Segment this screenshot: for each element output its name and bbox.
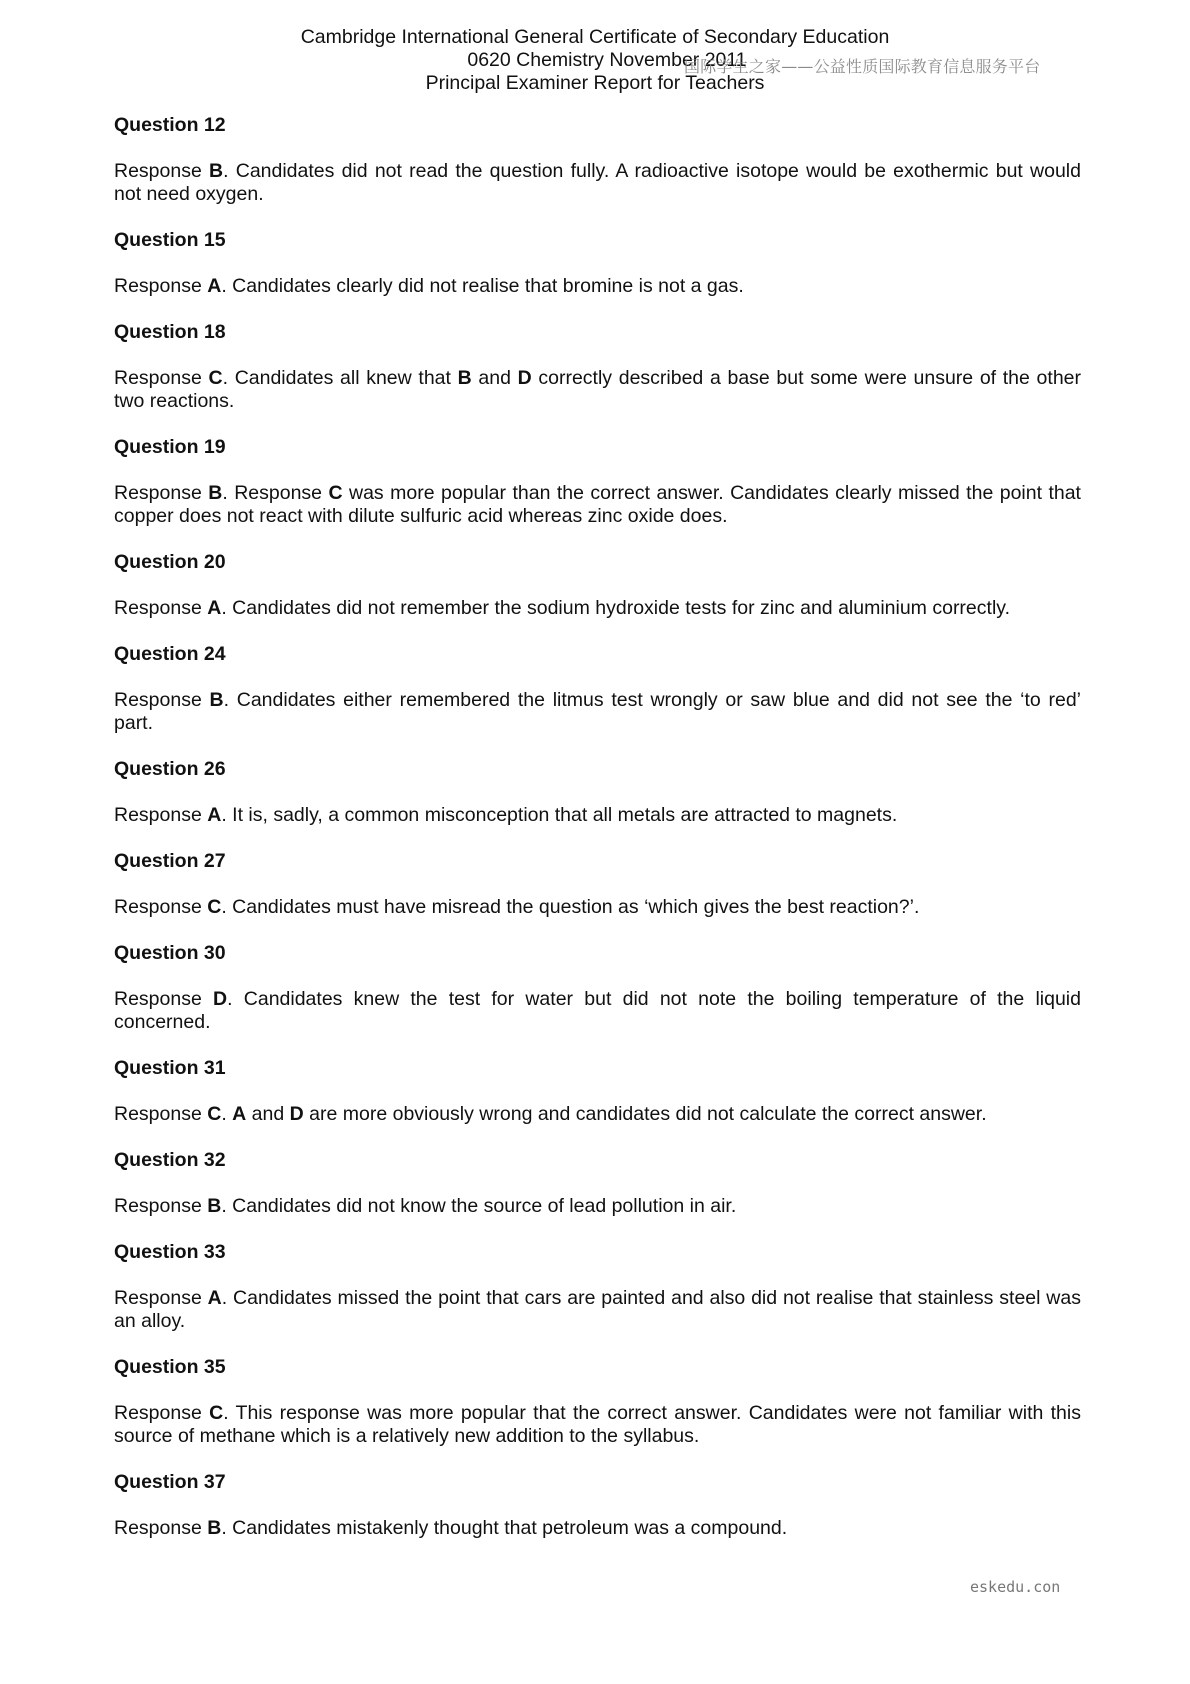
response-letter: C <box>209 1402 224 1424</box>
response-text-segment: and <box>471 367 518 389</box>
response-text-segment: . This response was more popular that the correct answer. Candidates were not familiar with this source of methane which is a relatively new addition to the syllabus. <box>114 1402 1081 1447</box>
response-text-segment: . Candidates either remembered the litmus test wrongly or saw blue and did not see the ‘to red’ part. <box>114 689 1081 734</box>
question-response-text <box>114 275 1081 298</box>
header-exam-title: Cambridge International General Certificate of Secondary Education <box>300 26 890 48</box>
question-heading: Question 18 <box>114 321 226 343</box>
response-letter: D <box>517 367 532 389</box>
response-text-segment: . <box>221 1103 233 1125</box>
response-letter: A <box>207 1287 222 1309</box>
question-response-text <box>114 896 1081 919</box>
response-letter: B <box>209 689 224 711</box>
question-item <box>114 850 1081 919</box>
question-heading: Question 15 <box>114 229 226 251</box>
question-heading: Question 19 <box>114 436 226 458</box>
response-text-segment: . Candidates clearly did not realise that bromine is not a gas. <box>221 275 744 297</box>
question-heading: Question 31 <box>114 1057 226 1079</box>
response-text-segment: Response <box>114 1195 208 1217</box>
question-heading: Question 30 <box>114 942 226 964</box>
question-heading: Question 37 <box>114 1471 226 1493</box>
response-letter: B <box>208 482 223 504</box>
question-response-text <box>114 482 1081 528</box>
question-item <box>114 1356 1081 1448</box>
response-text-segment: Response <box>114 1103 208 1125</box>
response-text-segment: Response <box>114 367 209 389</box>
question-response-text <box>114 160 1081 206</box>
response-text-segment: . Candidates missed the point that cars are painted and also did not realise that stainless steel was an alloy. <box>114 1287 1081 1332</box>
question-response-text <box>114 689 1081 735</box>
response-letter: B <box>207 1517 222 1539</box>
question-item <box>114 551 1081 620</box>
question-item <box>114 436 1081 528</box>
question-response-text <box>114 988 1081 1034</box>
response-text-segment: . Candidates must have misread the question as ‘which gives the best reaction?’. <box>221 896 920 918</box>
watermark-text: 国际学生之家——公益性质国际教育信息服务平台 <box>684 57 1041 76</box>
response-text-segment: . Response <box>222 482 329 504</box>
question-heading: Question 26 <box>114 758 226 780</box>
response-text-segment: . Candidates did not remember the sodium hydroxide tests for zinc and aluminium correctly. <box>221 597 1010 619</box>
response-text-segment: . Candidates mistakenly thought that petroleum was a compound. <box>221 1517 788 1539</box>
response-text-segment: Response <box>114 1517 208 1539</box>
response-letter: A <box>207 597 222 619</box>
response-text-segment: Response <box>114 896 208 918</box>
response-text-segment: Response <box>114 689 210 711</box>
question-item <box>114 643 1081 735</box>
question-heading: Question 33 <box>114 1241 226 1263</box>
question-item <box>114 1057 1081 1126</box>
response-letter: C <box>328 482 343 504</box>
question-heading: Question 24 <box>114 643 226 665</box>
question-heading: Question 27 <box>114 850 226 872</box>
question-response-text <box>114 1402 1081 1448</box>
response-text-segment: are more obviously wrong and candidates did not calculate the correct answer. <box>303 1103 987 1125</box>
response-letter: D <box>213 988 228 1010</box>
response-letter: C <box>208 367 223 389</box>
response-text-segment: . Candidates knew the test for water but did not note the boiling temperature of the liquid concerned. <box>114 988 1081 1033</box>
response-text-segment: Response <box>114 482 209 504</box>
question-item <box>114 114 1081 206</box>
response-letter: B <box>457 367 472 389</box>
header-report-title: Principal Examiner Report for Teachers <box>425 72 765 94</box>
response-text-segment: and <box>246 1103 290 1125</box>
response-letter: A <box>232 1103 247 1125</box>
header-syllabus: 0620 Chemistry November 2011 <box>467 49 747 71</box>
question-response-text <box>114 1287 1081 1333</box>
question-item <box>114 942 1081 1034</box>
response-text-segment: Response <box>114 597 208 619</box>
question-heading: Question 35 <box>114 1356 226 1378</box>
response-text-segment: Response <box>114 160 210 182</box>
question-heading: Question 12 <box>114 114 226 136</box>
response-text-segment: was more popular than the correct answer. Candidates clearly missed the point that copper does not react with dilute sulfuric acid whereas zinc oxide does. <box>114 482 1081 527</box>
response-text-segment: . Candidates did not read the question fully. A radioactive isotope would be exothermic but would not need oxygen. <box>114 160 1081 205</box>
footer-site-url: eskedu.con <box>970 1578 1061 1596</box>
question-item <box>114 321 1081 413</box>
response-letter: D <box>289 1103 304 1125</box>
question-item <box>114 229 1081 298</box>
question-item <box>114 758 1081 827</box>
question-item <box>114 1149 1081 1218</box>
question-heading: Question 20 <box>114 551 226 573</box>
response-letter: A <box>207 275 222 297</box>
response-text-segment: Response <box>114 804 208 826</box>
response-text-segment: correctly described a base but some were unsure of the other two reactions. <box>114 367 1081 412</box>
question-item <box>114 1471 1081 1540</box>
response-text-segment: Response <box>114 988 214 1010</box>
response-letter: B <box>207 1195 222 1217</box>
question-item <box>114 1241 1081 1333</box>
response-text-segment: . It is, sadly, a common misconception that all metals are attracted to magnets. <box>221 804 898 826</box>
response-letter: C <box>207 896 222 918</box>
question-response-text <box>114 597 1081 620</box>
question-response-text <box>114 1103 1081 1126</box>
response-text-segment: Response <box>114 275 208 297</box>
response-text-segment: . Candidates all knew that <box>222 367 458 389</box>
response-text-segment: Response <box>114 1287 208 1309</box>
question-response-text <box>114 804 1081 827</box>
questions-list <box>114 114 1081 1563</box>
response-letter: A <box>207 804 222 826</box>
question-response-text <box>114 1517 1081 1540</box>
question-response-text <box>114 1195 1081 1218</box>
question-heading: Question 32 <box>114 1149 226 1171</box>
question-response-text <box>114 367 1081 413</box>
response-letter: B <box>209 160 224 182</box>
response-letter: C <box>207 1103 222 1125</box>
response-text-segment: Response <box>114 1402 210 1424</box>
response-text-segment: . Candidates did not know the source of lead pollution in air. <box>221 1195 737 1217</box>
